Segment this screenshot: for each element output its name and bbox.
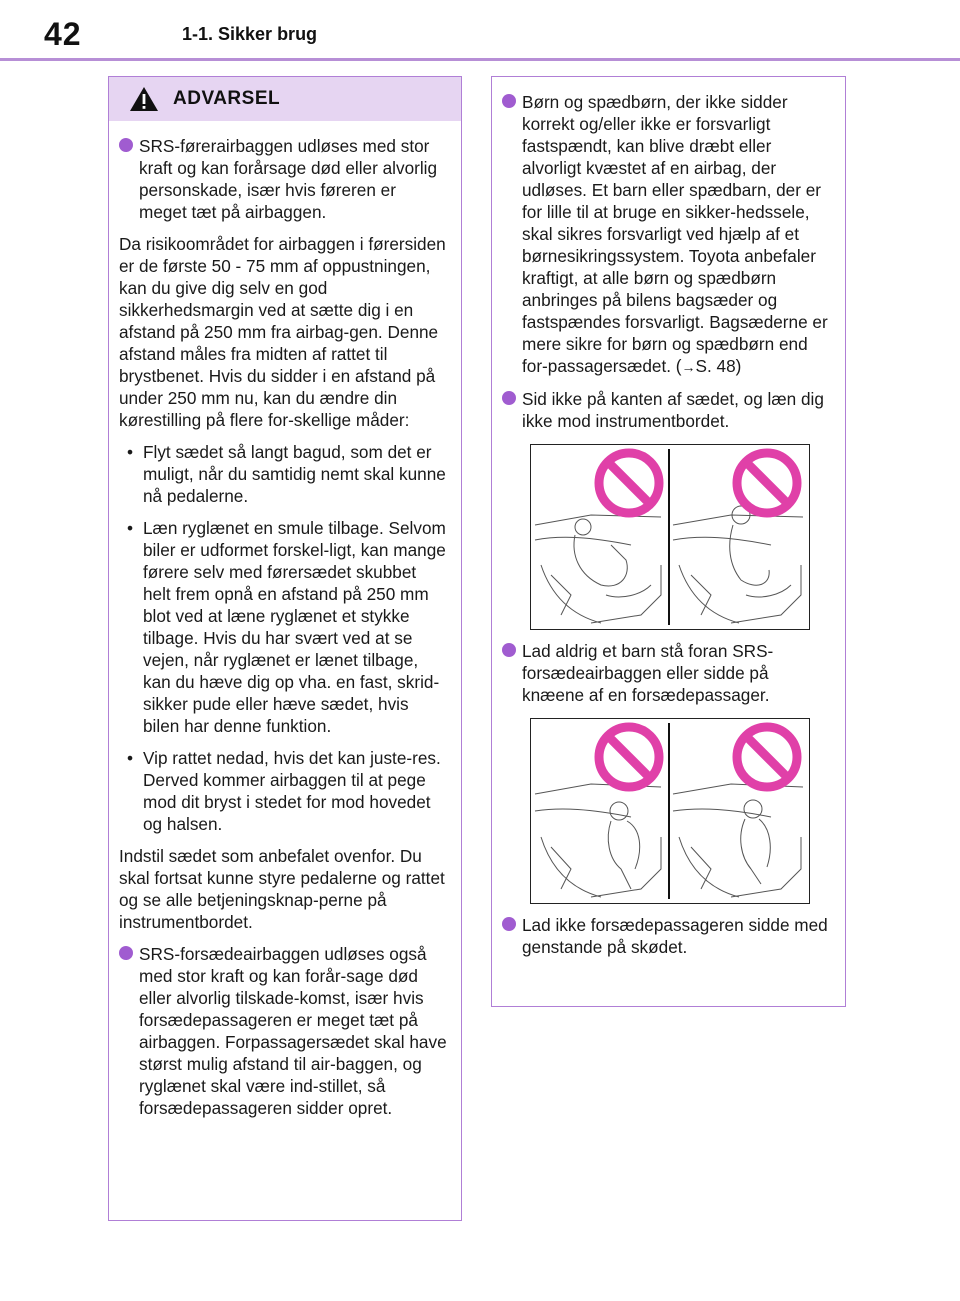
bullet-dot bbox=[502, 94, 516, 108]
list-item bbox=[502, 91, 831, 378]
sub-bullet: • bbox=[127, 518, 134, 538]
prohibition-icon bbox=[599, 453, 659, 513]
prohibition-icon bbox=[599, 727, 659, 787]
warning-title: ADVARSEL bbox=[173, 88, 281, 109]
prohibition-icon bbox=[737, 727, 797, 787]
sub-list-item bbox=[119, 747, 447, 835]
bullet-dot bbox=[502, 391, 516, 405]
bullet-dot bbox=[119, 946, 133, 960]
illustration-child-standing bbox=[530, 718, 810, 904]
sub-text: Vip rattet nedad, hvis det kan juste-res. Derved kommer airbaggen til at pege mod dit bryst i stedet for mod hovedet og halsen. bbox=[143, 748, 441, 834]
page-number: 42 bbox=[44, 16, 82, 52]
bullet-text: Lad aldrig et barn stå foran SRS-forsædeairbaggen eller sidde på knæene af en forsædepassager. bbox=[522, 641, 774, 705]
bullet-dot bbox=[119, 138, 133, 152]
list-item bbox=[502, 388, 831, 432]
page-reference[interactable]: S. 48) bbox=[695, 356, 742, 376]
paragraph: Indstil sædet som anbefalet ovenfor. Du skal fortsat kunne styre pedalerne og rattet og se alle betjeningsknap-perne på instrumentbordet. bbox=[119, 846, 445, 932]
list-item bbox=[119, 135, 447, 223]
list-item bbox=[502, 914, 831, 958]
list-item bbox=[119, 943, 447, 1119]
illustration-drawing bbox=[531, 719, 808, 902]
bullet-dot bbox=[502, 643, 516, 657]
sub-bullet: • bbox=[127, 442, 134, 462]
arrow-icon: → bbox=[681, 359, 696, 375]
illustration-drawing bbox=[531, 445, 808, 628]
sub-text: Læn ryglænet en smule tilbage. Selvom biler er udformet forskel-ligt, kan mange førere selv med førersædet skubbet helt frem opnå en afstand på 250 mm blot ved at læne ryglænet et stykke tilbage. Hvis du har svært ved at se vejen, når ryglænet er lænet tilbage, kan du hæve dig op vha. en fast, skrid-sikker pude eller hæve sædet, hvis bilen har denne funktion. bbox=[143, 518, 446, 736]
warning-box-right bbox=[491, 76, 846, 1007]
page-header bbox=[0, 0, 960, 60]
bullet-text: Børn og spædbørn, der ikke sidder korrekt og/eller ikke er forsvarligt fastspændt, kan blive dræbt eller alvorligt kvæstet af en airbag, der udløses. Et barn eller spædbarn, der er for lille til at bruge en sikker-hedssele, skal sikres forsvarligt ved hjælp af et børnesikringssystem. Toyota anbefaler kraftigt, at alle børn og spædbørn anbringes på bilens bagsæder og fastspændes forsvarligt. Bagsæderne er mere sikre for børn og spædbørn end for-passagersædet. ( bbox=[522, 92, 828, 376]
bullet-dot bbox=[502, 917, 516, 931]
sub-list-item bbox=[119, 441, 447, 507]
illustration-leaning-forward bbox=[530, 444, 810, 630]
sub-list-item bbox=[119, 517, 447, 737]
list-item bbox=[502, 640, 831, 706]
section-title: 1-1. Sikker brug bbox=[182, 24, 318, 44]
warning-content bbox=[492, 77, 845, 958]
sub-text: Flyt sædet så langt bagud, som det er muligt, når du samtidig nemt skal kunne nå pedalerne. bbox=[143, 442, 446, 506]
warning-content bbox=[109, 121, 461, 1119]
warning-header bbox=[109, 77, 461, 121]
warning-box-left bbox=[108, 76, 462, 1221]
header-divider bbox=[0, 58, 960, 61]
bullet-text: SRS-førerairbaggen udløses med stor kraft og kan forårsage død eller alvorlig personskade, især hvis føreren er meget tæt på airbaggen. bbox=[139, 136, 438, 222]
bullet-text: Sid ikke på kanten af sædet, og læn dig ikke mod instrumentbordet. bbox=[522, 389, 824, 431]
sub-bullet: • bbox=[127, 748, 134, 768]
warning-triangle-icon bbox=[129, 86, 159, 112]
bullet-text: SRS-forsædeairbaggen udløses også med stor kraft og kan forår-sage død eller alvorlig tilskade-komst, især hvis forsædepassageren er meget tæt på airbaggen. Forpassagersædet skal have størst mulig afstand til air-baggen, og ryglænet skal være ind-stillet, så forsædepassageren sidder opret. bbox=[139, 944, 447, 1118]
paragraph: Da risikoområdet for airbaggen i førersiden er de første 50 - 75 mm af oppustningen, kan du give dig selv en god sikkerhedsmargin ved at sætte dig i en afstand på 250 mm fra airbag-gen. Denne afstand måles fra midten af rattet til brystbenet. Hvis du sidder i en afstand på under 250 mm nu, kan du ændre din kørestilling på flere for-skellige måder: bbox=[119, 234, 446, 430]
bullet-text: Lad ikke forsædepassageren sidde med genstande på skødet. bbox=[522, 915, 828, 957]
prohibition-icon bbox=[737, 453, 797, 513]
